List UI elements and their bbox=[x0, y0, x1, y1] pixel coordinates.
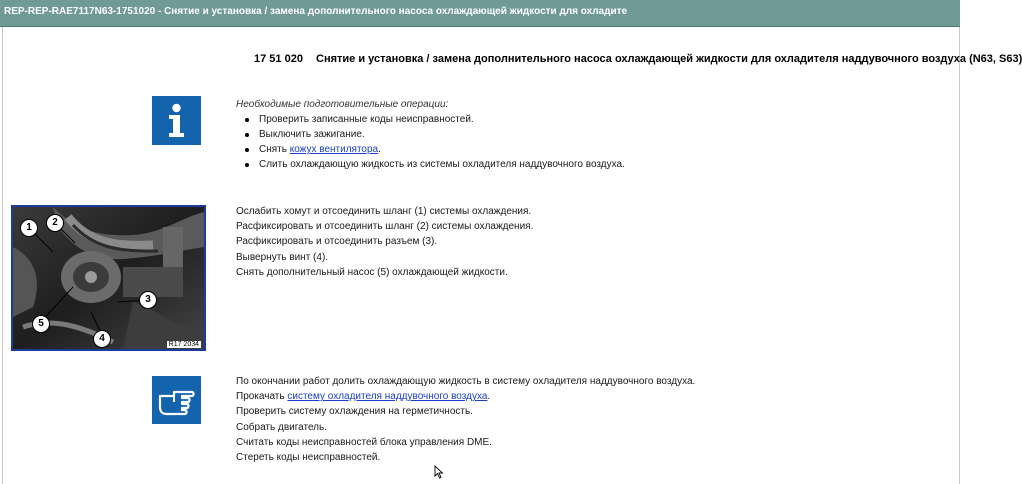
preparation-heading: Необходимые подготовительные операции: bbox=[236, 99, 449, 110]
info-icon bbox=[152, 96, 201, 145]
final-step-5: Считать коды неисправностей блока управления DME. bbox=[236, 436, 492, 448]
callout-1: 1 bbox=[20, 219, 38, 237]
callout-2: 2 bbox=[46, 214, 64, 232]
final-step-3: Проверить систему охлаждения на герметичность. bbox=[236, 406, 473, 418]
preparation-section bbox=[236, 97, 836, 172]
list-item-text: Выключить зажигание. bbox=[259, 129, 365, 140]
hand-pointer-icon bbox=[152, 376, 201, 424]
final-step-4: Собрать двигатель. bbox=[236, 421, 328, 433]
step-4: Вывернуть винт (4). bbox=[236, 251, 329, 263]
final-step-1: По окончании работ долить охлаждающую жидкость в систему охладителя наддувочного воздуха. bbox=[236, 376, 696, 387]
mouse-cursor-icon bbox=[434, 465, 444, 484]
list-item-suffix: . bbox=[378, 144, 381, 155]
final-step-2-text: Прокачать bbox=[236, 391, 288, 403]
step-2: Расфиксировать и отсоединить шланг (2) системы охлаждения. bbox=[236, 221, 534, 233]
preparation-list bbox=[236, 112, 836, 172]
fan-cowl-link[interactable]: кожух вентилятора bbox=[289, 144, 379, 155]
list-item-text: Слить охлаждающую жидкость из системы охладителя наддувочного воздуха. bbox=[259, 159, 625, 170]
document-title: Снятие и установка / замена дополнительного насоса охлаждающей жидкости для охладителя наддувочного воздуха (N63, S63) bbox=[316, 53, 1022, 65]
list-item bbox=[236, 142, 836, 157]
charge-air-cooler-system-link[interactable]: систему охладителя наддувочного воздуха bbox=[287, 391, 488, 403]
step-1: Ослабить хомут и отсоединить шланг (1) системы охлаждения. bbox=[236, 206, 532, 217]
list-item bbox=[236, 157, 836, 172]
component-photo bbox=[11, 205, 206, 351]
document-code: 17 51 020 bbox=[254, 53, 303, 65]
window-title: REP-REP-RAE7117N63-1751020 - Снятие и установка / замена дополнительного насоса охлаждающей жидкости для охладите bbox=[4, 6, 628, 17]
procedure-steps bbox=[236, 204, 836, 280]
final-step-2 bbox=[236, 389, 836, 404]
step-3: Расфиксировать и отсоединить разъем (3). bbox=[236, 236, 438, 248]
step-5: Снять дополнительный насос (5) охлаждающей жидкости. bbox=[236, 266, 508, 278]
list-item-text: Проверить записанные коды неисправностей. bbox=[259, 114, 474, 125]
final-step-6: Стереть коды неисправностей. bbox=[236, 452, 381, 464]
list-item bbox=[236, 112, 836, 127]
figure-code: R17 2034 bbox=[168, 341, 199, 348]
callout-5: 5 bbox=[32, 315, 50, 333]
callout-3: 3 bbox=[139, 291, 157, 309]
window-titlebar bbox=[0, 0, 960, 27]
list-item bbox=[236, 127, 836, 142]
list-item-text: Снять bbox=[259, 144, 290, 155]
final-steps bbox=[236, 374, 836, 465]
callout-4: 4 bbox=[93, 330, 111, 348]
final-step-2-suffix: . bbox=[487, 391, 491, 403]
